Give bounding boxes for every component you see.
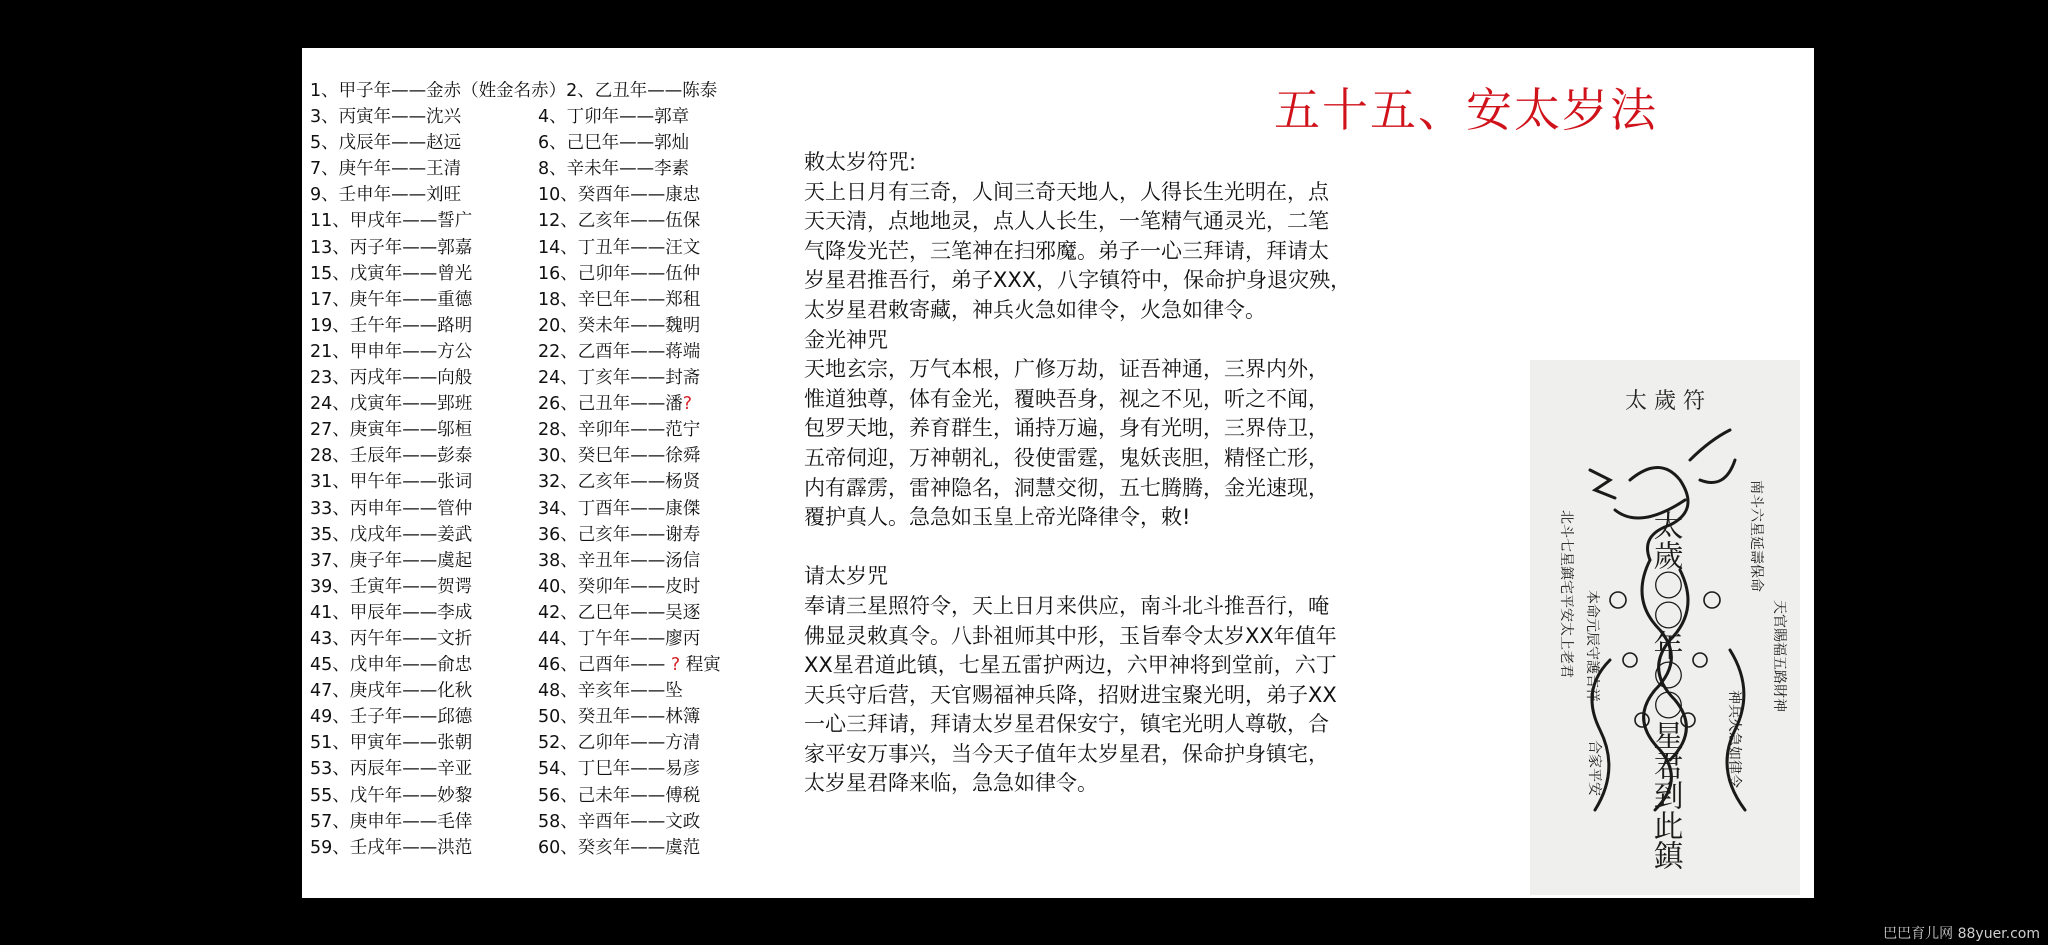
list-entry (310, 496, 538, 522)
list-entry (310, 261, 538, 287)
svg-text:本命元辰守護吉祥: 本命元辰守護吉祥 (1584, 590, 1600, 702)
incantation-text (804, 148, 1444, 799)
list-entry-text: 60、癸亥年——虞范 (538, 837, 701, 858)
list-entry (310, 287, 538, 313)
list-entry (538, 704, 808, 730)
list-entry (310, 730, 538, 756)
list-entry (538, 756, 808, 782)
list-row (310, 104, 810, 130)
list-row (310, 287, 810, 313)
list-entry-text: 44、丁午年——廖丙 (538, 628, 701, 649)
list-entry-text: 28、壬辰年——彭泰 (310, 446, 473, 467)
talisman-image (1530, 360, 1800, 895)
list-entry-text: 8、辛未年——李素 (538, 159, 690, 180)
list-entry-text: 51、甲寅年——张朝 (310, 733, 473, 754)
list-entry-text: 43、丙午年——文折 (310, 628, 473, 649)
list-entry-text: 39、壬寅年——贺谔 (310, 576, 473, 597)
list-row (310, 339, 810, 365)
list-entry-text: 42、乙巳年——吴逐 (538, 602, 701, 623)
list-entry-text: 4、丁卯年——郭章 (538, 107, 690, 128)
svg-text:合家平安: 合家平安 (1586, 740, 1602, 796)
list-entry (538, 574, 808, 600)
list-entry-text: 32、乙亥年——杨贤 (538, 472, 701, 493)
list-row (310, 626, 810, 652)
list-row (310, 548, 810, 574)
list-entry-tail: 程寅 (685, 655, 721, 676)
list-entry-text: 17、庚午年——重德 (310, 289, 473, 310)
list-entry-text: 3、丙寅年——沈兴 (310, 107, 462, 128)
list-entry (538, 235, 808, 261)
list-row (310, 365, 810, 391)
list-entry-text: 28、辛卯年——范宁 (538, 420, 701, 441)
section-body: 天地玄宗，万气本根，广修万劫，证吾神通，三界内外， 惟道独尊，体有金光，覆映吾身，视之不见，听之不闻， 包罗天地，养育群生，诵持万遍，身有光明，三界侍卫， 五帝伺迎，万神朝礼，役使雷霆，鬼妖丧胆，精怪亡形， 内有霹雳，雷神隐名，洞慧交彻，五七腾腾，金光速现， 覆护真人。急急如玉皇上帝光降律令，敕! (804, 357, 1329, 530)
watermark: 巴巴育儿网 88yuer.com (1883, 926, 2040, 942)
list-entry (310, 809, 538, 835)
list-entry (538, 339, 808, 365)
list-entry (310, 756, 538, 782)
list-row (310, 730, 810, 756)
list-entry (538, 678, 808, 704)
list-entry-text: 49、壬子年——邱德 (310, 707, 473, 728)
list-entry (310, 522, 538, 548)
list-entry-text: 9、壬申年——刘旺 (310, 185, 462, 206)
list-entry (310, 783, 538, 809)
list-row (310, 391, 810, 417)
list-entry (310, 443, 538, 469)
list-entry-text: 21、甲申年——方公 (310, 341, 473, 362)
list-row (310, 313, 810, 339)
svg-text:北斗七星鎮宅平安太上老君: 北斗七星鎮宅平安太上老君 (1558, 510, 1574, 678)
list-entry (538, 809, 808, 835)
list-entry-text: 18、辛巳年——郑租 (538, 289, 701, 310)
list-entry-text: 45、戊申年——俞忠 (310, 655, 473, 676)
list-entry (538, 391, 808, 417)
section-heading: 敕太岁符咒: (804, 150, 917, 174)
list-entry-text: 36、己亥年——谢寿 (538, 524, 701, 545)
list-entry-text: 22、乙酉年——蒋端 (538, 341, 701, 362)
list-entry (310, 182, 538, 208)
slide (302, 48, 1814, 898)
list-entry-text: 20、癸未年——魏明 (538, 315, 701, 336)
list-entry (538, 287, 808, 313)
list-row (310, 600, 810, 626)
list-entry-text: 58、辛酉年——文政 (538, 811, 701, 832)
list-entry (310, 652, 538, 678)
list-entry-text: 50、癸丑年——林簿 (538, 707, 701, 728)
svg-text:神兵火急如律令: 神兵火急如律令 (1726, 690, 1742, 788)
list-row (310, 417, 810, 443)
list-row (310, 469, 810, 495)
list-entry-text: 33、丙申年——管仲 (310, 498, 473, 519)
list-entry (310, 417, 538, 443)
talisman-header: 太 歲 符 (1625, 389, 1705, 414)
list-entry-text: 10、癸酉年——康忠 (538, 185, 701, 206)
list-entry (538, 652, 808, 678)
list-entry (538, 365, 808, 391)
list-entry-text: 27、庚寅年——邬桓 (310, 420, 473, 441)
list-row (310, 496, 810, 522)
list-entry (310, 548, 538, 574)
list-entry (538, 496, 808, 522)
list-entry-text: 19、壬午年——路明 (310, 315, 473, 336)
list-entry-text: 52、乙卯年——方清 (538, 733, 701, 754)
list-row (310, 235, 810, 261)
list-entry (538, 261, 808, 287)
list-entry (310, 391, 538, 417)
list-entry (310, 313, 538, 339)
list-row (310, 208, 810, 234)
list-entry (538, 313, 808, 339)
list-entry (310, 208, 538, 234)
list-entry-text: 46、己酉年—— (538, 655, 666, 676)
list-entry (538, 626, 808, 652)
list-entry (538, 130, 808, 156)
list-row (310, 522, 810, 548)
list-row (310, 130, 810, 156)
list-entry (538, 208, 808, 234)
list-entry (538, 469, 808, 495)
list-entry (310, 156, 538, 182)
list-entry-text: 54、丁巳年——易彦 (538, 759, 701, 780)
list-entry-text: 15、戊寅年——曾光 (310, 263, 473, 284)
list-row (310, 261, 810, 287)
list-entry-text: 12、乙亥年——伍保 (538, 211, 701, 232)
list-entry-text: 16、己卯年——伍仲 (538, 263, 701, 284)
list-entry-text: 41、甲辰年——李成 (310, 602, 473, 623)
list-entry-text: 5、戊辰年——赵远 (310, 133, 462, 154)
list-entry (538, 835, 808, 861)
list-rows (310, 104, 810, 861)
list-entry-text: 56、己未年——傅税 (538, 785, 701, 806)
list-entry (538, 600, 808, 626)
list-entry (538, 730, 808, 756)
list-entry-text: 40、癸卯年——皮时 (538, 576, 701, 597)
list-entry-text: 59、壬戌年——洪范 (310, 837, 473, 858)
list-entry (310, 104, 538, 130)
list-entry-text: 24、丁亥年——封斋 (538, 368, 701, 389)
list-entry-text: 35、戊戌年——姜武 (310, 524, 473, 545)
list-row (310, 783, 810, 809)
list-entry (538, 783, 808, 809)
list-row (310, 678, 810, 704)
question-mark: ? (682, 394, 693, 415)
list-entry (538, 443, 808, 469)
list-entry (310, 130, 538, 156)
list-entry-text: 7、庚午年——王清 (310, 159, 462, 180)
list-entry-text: 55、戊午年——妙黎 (310, 785, 473, 806)
section-heading: 请太岁咒 (804, 564, 888, 589)
list-row (310, 756, 810, 782)
list-entry (310, 235, 538, 261)
list-entry (538, 104, 808, 130)
list-entry-text: 30、癸巳年——徐舜 (538, 446, 701, 467)
list-row (310, 182, 810, 208)
list-entry (538, 417, 808, 443)
list-entry-text: 38、辛丑年——汤信 (538, 550, 701, 571)
list-entry (310, 835, 538, 861)
section-body: 天上日月有三奇，人间三奇天地人，人得长生光明在，点 天天清，点地地灵，点人人长生，一笔精气通灵光，二笔 气降发光芒，三笔神在扫邪魔。弟子一心三拜请，拜请太 岁星君推吾行，弟子XXX，八字镇符中，保命护身退灾殃， 太岁星君敕寄藏，神兵火急如律令，火急如律令。 (804, 179, 1352, 322)
list-entry-text: 26、己丑年——潘 (538, 394, 683, 415)
question-mark: ? (665, 655, 686, 676)
list-first-line: 1、甲子年——金赤（姓金名赤）2、乙丑年——陈泰 (310, 81, 718, 101)
list-entry (538, 522, 808, 548)
list-row (310, 156, 810, 182)
list-entry-text: 6、己巳年——郭灿 (538, 133, 690, 154)
list-row (310, 652, 810, 678)
list-entry (310, 626, 538, 652)
list-entry (310, 469, 538, 495)
list-entry-text: 34、丁酉年——康傑 (538, 498, 701, 519)
list-row (310, 704, 810, 730)
svg-text:南斗六星延壽保命: 南斗六星延壽保命 (1748, 480, 1764, 592)
talisman-center: 太歲〇〇年〇〇星君到此鎮 (1647, 510, 1683, 870)
list-row (310, 835, 810, 861)
svg-text:天官賜福五路財神: 天官賜福五路財神 (1771, 600, 1787, 712)
page-title: 五十五、安太岁法 (1274, 83, 1658, 137)
list-entry-text: 48、辛亥年——坠 (538, 681, 683, 702)
list-entry-text: 23、丙戌年——向般 (310, 368, 473, 389)
list-entry (310, 339, 538, 365)
list-entry-text: 14、丁丑年——汪文 (538, 237, 701, 258)
list-entry (310, 365, 538, 391)
list-entry-text: 37、庚子年——虞起 (310, 550, 473, 571)
list-entry-text: 31、甲午年——张词 (310, 472, 473, 493)
list-entry (310, 678, 538, 704)
list-entry (310, 600, 538, 626)
list-entry (538, 156, 808, 182)
list-entry (310, 704, 538, 730)
list-entry-text: 11、甲戌年——誓广 (310, 211, 473, 232)
list-entry-text: 53、丙辰年——辛亚 (310, 759, 473, 780)
list-entry-text: 47、庚戌年——化秋 (310, 681, 473, 702)
list-entry-text: 13、丙子年——郭嘉 (310, 237, 473, 258)
section-heading: 金光神咒 (804, 327, 888, 352)
list-row (310, 443, 810, 469)
section-body: 奉请三星照符令，天上日月来供应，南斗北斗推吾行，唵 佛显灵敕真令。八卦祖师其中形，玉旨奉令太岁XX年值年 XX星君道此镇，七星五雷护两边，六甲神将到堂前，六丁 天兵守后营，天官赐福神兵降，招财进宝聚光明，弟子XX 一心三拜请，拜请太岁星君保安宁，镇宅光明人尊敬，合 家平安万事兴，当今天子值年太岁星君，保命护身镇宅， 太岁星君降来临，急急如律令。 (804, 593, 1337, 796)
list-entry-text: 57、庚申年——毛倖 (310, 811, 473, 832)
list-row (310, 809, 810, 835)
list-row (310, 574, 810, 600)
list-entry-text: 24、戊寅年——郢班 (310, 394, 473, 415)
list-entry (538, 548, 808, 574)
taisui-name-list (310, 78, 810, 861)
list-entry (310, 574, 538, 600)
list-entry (538, 182, 808, 208)
talisman-drawing (1530, 360, 1800, 895)
